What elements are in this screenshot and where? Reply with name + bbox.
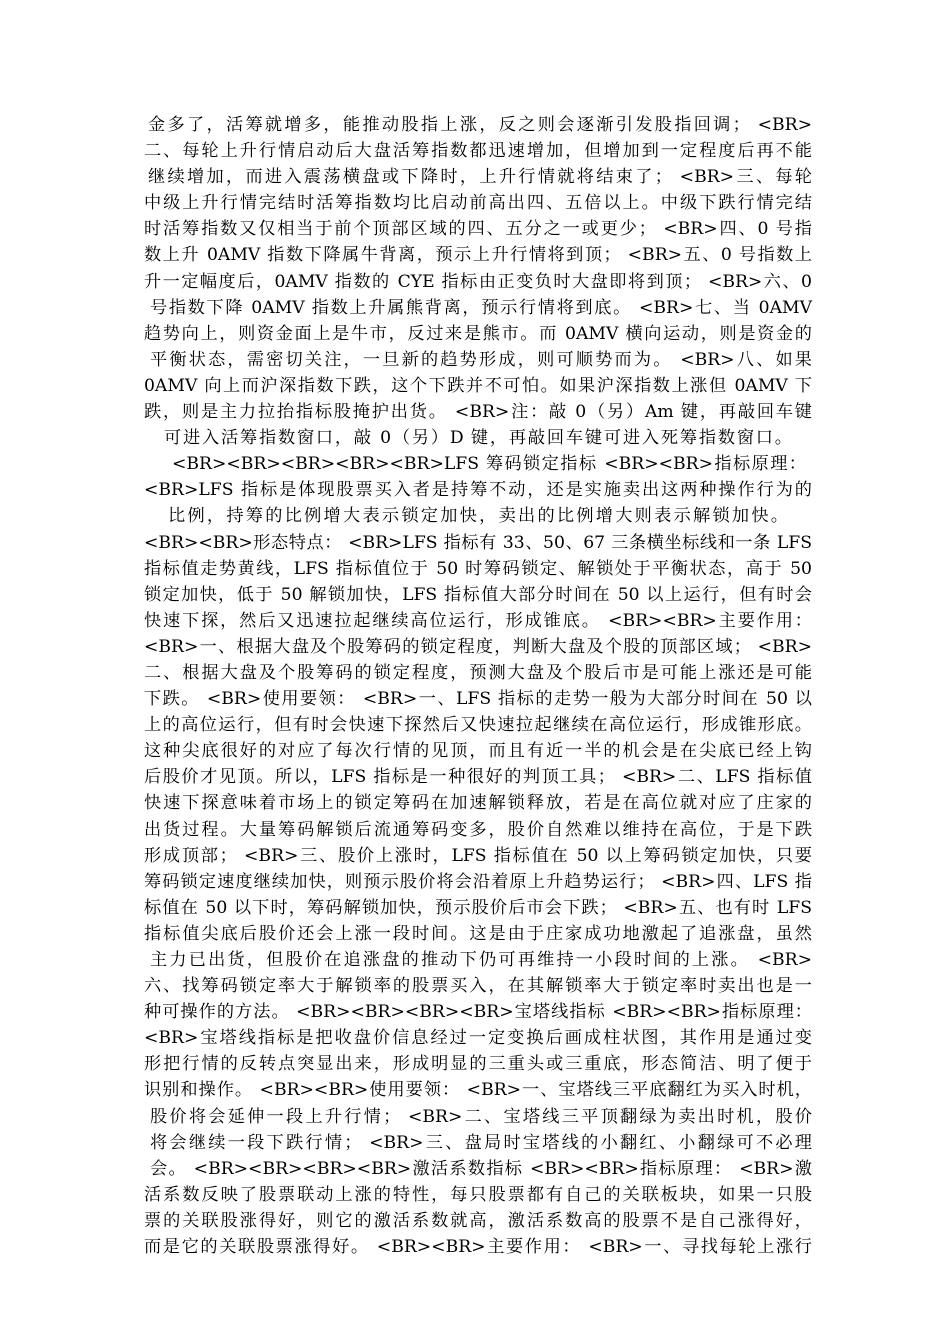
text-line: 二、每轮上升行情启动后大盘活筹指数都迅速增加，但增加到一定程度后再不能 bbox=[144, 141, 812, 162]
text-line: 比例，持筹的比例增大表示锁定加快，卖出的比例增大则表示解锁加快。 bbox=[168, 506, 788, 527]
text-line: 可进入活筹指数窗口，敲 0（另）D 键，再敲回车键可进入死筹指数窗口。 bbox=[164, 428, 792, 449]
text-line: 这种尖底很好的对应了每次行情的见顶，而且有近一半的机会是在尖底已经上钩 bbox=[144, 741, 812, 762]
text-line: <BR><BR>形态特点： <BR>LFS 指标有 33、50、67 三条横坐标线和一条 LFS bbox=[144, 532, 812, 553]
text-line: 平衡状态，需密切关注，一旦新的趋势形成，则可顺势而为。 <BR>八、如果 bbox=[150, 349, 812, 370]
text-line: 快速下探意味着市场上的锁定筹码在加速解锁释放，若是在高位就对应了庄家的 bbox=[144, 793, 812, 814]
text-line: 活系数反映了股票联动上涨的特性，每只股票都有自己的关联板块，如果一只股 bbox=[144, 1184, 812, 1205]
text-line: 而是它的关联股票涨得好。 <BR><BR>主要作用： <BR>一、寻找每轮上涨行 bbox=[144, 1237, 812, 1258]
text-line: 锁定加快，低于 50 解锁加快，LFS 指标值大部分时间在 50 以上运行，但有时会 bbox=[144, 584, 812, 605]
text-line: 股价将会延伸一段上升行情； <BR>二、宝塔线三平顶翻绿为卖出时机，股价 bbox=[150, 1106, 812, 1127]
text-line: 继续增加，而进入震荡横盘或下降时，上升行情就将结束了； <BR>三、每轮 bbox=[148, 167, 812, 188]
text-line: <BR>LFS 指标是体现股票买入者是持筹不动，还是实施卖出这两种操作行为的 bbox=[144, 480, 812, 501]
document-body bbox=[144, 112, 812, 1260]
text-line: 升一定幅度后，0AMV 指数的 CYE 指标由正变负时大盘即将到顶； <BR>六、0 bbox=[144, 271, 812, 292]
text-line: 下跌。 <BR>使用要领： <BR>一、LFS 指标的走势一般为大部分时间在 50 以 bbox=[144, 689, 812, 710]
text-line: 金多了，活筹就增多，能推动股指上涨，反之则会逐渐引发股指回调； <BR> bbox=[148, 115, 812, 135]
text-line: 主力已出货，但股价在追涨盘的推动下仍可再维持一小段时间的上涨。 <BR> bbox=[150, 950, 812, 970]
text-line: 标值在 50 以下时，筹码解锁加快，预示股价后市会下跌； <BR>五、也有时 LFS bbox=[144, 897, 812, 918]
text-line: 快速下探，然后又迅速拉起继续高位运行，形成锥底。 <BR><BR>主要作用： bbox=[144, 610, 812, 631]
text-line: 中级上升行情完结时活筹指数均比启动前高出四、五倍以上。中级下跌行情完结 bbox=[144, 193, 812, 214]
text-line: 上的高位运行，但有时会快速下探然后又快速拉起继续在高位运行，形成锥形底。 bbox=[144, 715, 812, 736]
text-line: 时活筹指数又仅相当于前个顶部区域的四、五分之一或更少； <BR>四、0 号指 bbox=[144, 219, 812, 240]
text-line: 筹码锁定速度继续加快，则预示股价将会沿着原上升趋势运行； <BR>四、LFS 指 bbox=[144, 871, 812, 892]
text-line: 形把行情的反转点突显出来，形成明显的三重头或三重底，形态简洁、明了便于 bbox=[144, 1054, 812, 1075]
text-line: 趋势向上，则资金面上是牛市，反过来是熊市。而 0AMV 横向运动，则是资金的 bbox=[144, 323, 812, 344]
text-line: 会。 <BR><BR><BR><BR>激活系数指标 <BR><BR>指标原理： <BR>激 bbox=[150, 1158, 812, 1179]
text-line: 出货过程。大量筹码解锁后流通筹码变多，股价自然难以维持在高位，于是下跌 bbox=[144, 819, 812, 840]
text-line: 将会继续一段下跌行情； <BR>三、盘局时宝塔线的小翻红、小翻绿可不必理 bbox=[150, 1132, 812, 1153]
text-line: 票的关联股涨得好，则它的激活系数就高，激活系数高的股票不是自己涨得好， bbox=[144, 1210, 812, 1231]
text-line: <BR>一、根据大盘及个股筹码的锁定程度，判断大盘及个股的顶部区域； <BR> bbox=[144, 636, 812, 657]
text-line: <BR>宝塔线指标是把收盘价信息经过一定变换后画成柱状图，其作用是通过变 bbox=[144, 1028, 812, 1049]
text-line: 指标值尖底后股价还会上涨一段时间。这是由于庄家成功地激起了追涨盘，虽然 bbox=[144, 923, 812, 944]
text-line: <BR><BR><BR><BR><BR>LFS 筹码锁定指标 <BR><BR>指标原理： bbox=[172, 454, 806, 475]
text-line: 0AMV 向上而沪深指数下跌，这个下跌并不可怕。如果沪深指数上涨但 0AMV 下 bbox=[144, 375, 812, 396]
text-line: 识别和操作。 <BR><BR>使用要领： <BR>一、宝塔线三平底翻红为买入时机， bbox=[144, 1080, 812, 1101]
text-line: 号指数下降 0AMV 指数上升属熊背离，预示行情将到底。 <BR>七、当 0AMV bbox=[150, 297, 812, 318]
text-line: 种可操作的方法。 <BR><BR><BR><BR>宝塔线指标 <BR><BR>指标原理： bbox=[144, 1002, 812, 1023]
text-line: 指标值走势黄线，LFS 指标值位于 50 时筹码锁定、解锁处于平衡状态，高于 50 bbox=[144, 558, 812, 579]
text-line: 数上升 0AMV 指数下降属牛背离，预示上升行情将到顶； <BR>五、0 号指数上 bbox=[144, 245, 812, 266]
text-line: 形成顶部； <BR>三、股价上涨时，LFS 指标值在 50 以上筹码锁定加快，只要 bbox=[144, 845, 812, 866]
text-line: 六、找筹码锁定率大于解锁率的股票买入，在其解锁率大于锁定率时卖出也是一 bbox=[144, 976, 812, 997]
text-line: 跌，则是主力拉抬指标股掩护出货。 <BR>注：敲 0（另）Am 键，再敲回车键 bbox=[144, 402, 812, 423]
text-line: 后股价才见顶。所以，LFS 指标是一种很好的判顶工具； <BR>二、LFS 指标值 bbox=[144, 767, 812, 788]
text-line: 二、根据大盘及个股筹码的锁定程度，预测大盘及个股后市是可能上涨还是可能 bbox=[144, 662, 812, 683]
